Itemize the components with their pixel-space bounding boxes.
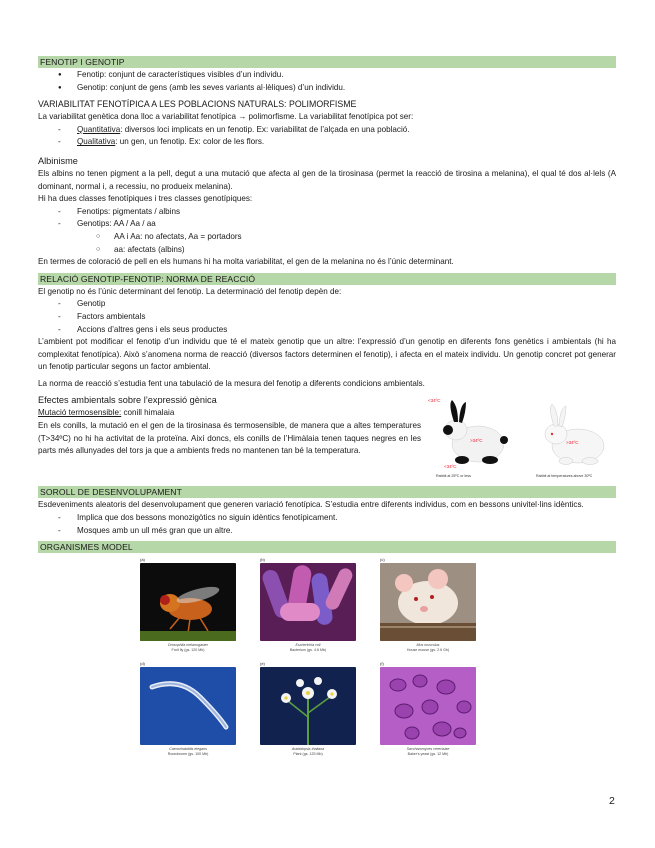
species-name: Caenorhabditis elegans xyxy=(169,747,207,752)
mutacio-rest: conill himalaia xyxy=(121,408,175,418)
yeast-image xyxy=(380,667,476,745)
document-page xyxy=(38,52,616,765)
organism-cell-plant xyxy=(260,661,356,756)
variabilitat-list xyxy=(38,124,616,149)
model-organisms-grid xyxy=(38,557,616,765)
figure-caption-right: Rabbit at temperatures above 30ºC xyxy=(536,474,593,479)
efectes-text: En els conills, la mutació en el gen de la tirosinasa és termosensible, de manera que a altes temperatures (T>34ºC) no hi ha activitat de la proteïna. Així doncs, els conills de l’Himàlaia tenen taques negres en les parts més allunyades del tors ja que a ambients freds no mantenen tan bé la temperatura. xyxy=(38,421,421,456)
figure-caption-left: Rabbit at 25ºC or less xyxy=(436,474,471,479)
term-quantitativa: Quantitativa xyxy=(77,124,121,134)
variabilitat-title: VARIABILITAT FENOTÍPICA A LES POBLACIONS NATURALS: POLIMORFISME xyxy=(38,99,357,110)
organism-cell-mouse xyxy=(380,557,476,652)
relacio-text: L’ambient pot modificar el fenotip d’un individu que té el mateix genotip que un altre: l’expressió d’un genotip en diferents fons genètics i ambientals (hi ha complexitat fenotípica). Això s’anomena norma de reacció (diversos factors determinen el fenotip), i afecta en el mateix individu. Un genotip concret pot generar un fenotip particular segons un factor ambiental. xyxy=(38,337,616,372)
organism-caption xyxy=(380,747,476,756)
panel-letter: (a) xyxy=(140,557,145,563)
himalayan-rabbit-figure xyxy=(426,394,616,482)
panel-letter: (c) xyxy=(380,557,385,563)
albinisme-classes: Hi ha dues classes fenotípiques i tres classes genotípiques: xyxy=(38,194,253,204)
efectes-block xyxy=(38,394,616,482)
list-item xyxy=(38,136,616,149)
organism-caption xyxy=(140,643,236,652)
page-number: 2 xyxy=(609,795,615,807)
list-item: ○ aa: afectats (albins) xyxy=(38,244,616,257)
organism-cell-yeast xyxy=(380,661,476,756)
list-item xyxy=(38,124,616,137)
term-description: : un gen, un fenotip. Ex: color de les flors. xyxy=(115,137,265,147)
list-item: - Genotip xyxy=(38,298,616,311)
mutacio-line xyxy=(38,407,421,420)
soroll-text: Esdeveniments aleatoris del desenvolupament que generen variació fenotípica. S’estudia entre diferents individus, com en bessons univitel·lins idèntics. xyxy=(38,500,584,510)
plant-image xyxy=(260,667,356,745)
relacio-list xyxy=(38,298,616,336)
organism-caption xyxy=(260,747,356,756)
section-header-soroll: SOROLL DE DESENVOLUPAMENT xyxy=(38,486,616,498)
albinisme-list xyxy=(38,206,616,231)
mouse-image xyxy=(380,563,476,641)
relacio-intro: El genotip no és l’únic determinant del fenotip. La determinació del fenotip depèn de: xyxy=(38,286,342,296)
temp-label: <34ºC xyxy=(428,398,441,404)
section-header-relacio: RELACIÓ GENOTIP-FENOTIP: NORMA DE REACCIÓ xyxy=(38,273,616,285)
panel-letter: (e) xyxy=(260,661,265,667)
temp-label: >34ºC xyxy=(470,438,483,444)
mutacio-term: Mutació termosensible: xyxy=(38,408,122,418)
albinisme-conclusion: En termes de coloració de pell en els humans hi ha molta variabilitat, el gen de la melanina no és l’únic determinant. xyxy=(38,257,454,267)
fenotip-list xyxy=(38,69,616,94)
efectes-title: Efectes ambientals sobre l’expressió gènica xyxy=(38,395,217,406)
panel-letter: (f) xyxy=(380,661,384,667)
temp-label: >34ºC xyxy=(566,440,579,446)
albinisme-sublist xyxy=(38,231,616,256)
species-info: Plant (gs. 125 Mb) xyxy=(293,751,323,756)
panel-letter: (d) xyxy=(140,661,145,667)
species-info: Baker's yeast (gs. 12 Mb) xyxy=(407,751,449,756)
fruit-fly-image xyxy=(140,563,236,641)
roundworm-image xyxy=(140,667,236,745)
variabilitat-intro: La variabilitat genètica dona lloc a variabilitat fenotípica → polimorfisme. La variabilitat fenotípica pot ser: xyxy=(38,112,414,122)
soroll-list xyxy=(38,512,616,537)
organism-caption xyxy=(260,643,356,652)
organism-caption xyxy=(380,643,476,652)
list-item: - Fenotips: pigmentats / albins xyxy=(38,206,616,219)
list-item: - Accions d’altres gens i els seus productes xyxy=(38,324,616,337)
list-item: - Factors ambientals xyxy=(38,311,616,324)
species-info: House mouse (gs. 2.6 Gb) xyxy=(406,647,450,652)
species-name: Drosophila melanogaster xyxy=(168,643,208,648)
list-item: ○ AA i Aa: no afectats, Aa = portadors xyxy=(38,231,616,244)
ecoli-image xyxy=(260,563,356,641)
organism-caption xyxy=(140,747,236,756)
panel-letter: (b) xyxy=(260,557,265,563)
term-qualitativa: Qualitativa xyxy=(77,137,116,147)
list-item: - Genotips: AA / Aa / aa xyxy=(38,218,616,231)
organism-cell-roundworm xyxy=(140,661,236,756)
species-name: Escherichia coli xyxy=(295,643,321,648)
temp-label: <34ºC xyxy=(444,464,457,470)
species-name: Arabidopsis thaliana xyxy=(291,747,325,752)
species-info: Fruit fly (gs. 120 Mb) xyxy=(171,647,205,652)
list-item: ● Fenotip: conjunt de característiques visibles d’un individu. xyxy=(38,69,616,82)
albinisme-text: Els albins no tenen pigment a la pell, degut a una mutació que afecta al gen de la tirosinasa (permet la reacció de tirosina a melanina), el qual té dos al·lels (A dominant, normal i, a recessiu, no produeix melanina). xyxy=(38,168,616,191)
list-item: ● Genotip: conjunt de gens (amb les seves variants al·lèliques) d’un individu. xyxy=(38,82,616,95)
list-item: - Mosques amb un ull més gran que un altre. xyxy=(38,525,616,538)
section-header-organismes: ORGANISMES MODEL xyxy=(38,541,616,553)
organism-cell-ecoli xyxy=(260,557,356,652)
species-name: Saccharomyces cerevisiae xyxy=(406,747,450,752)
section-header-fenotip-genotip: FENOTIP I GENOTIP xyxy=(38,56,616,68)
species-info: Roundworm (gs. 100 Mb) xyxy=(167,751,209,756)
term-description: : diversos loci implicats en un fenotip. Ex: variabilitat de l’alçada en una població. xyxy=(120,124,410,134)
albinisme-title: Albinisme xyxy=(38,155,78,166)
species-info: Bacterium (gs. 4.6 Mb) xyxy=(289,647,327,652)
organism-cell-fruit-fly xyxy=(140,557,236,652)
relacio-norma: La norma de reacció s’estudia fent una tabulació de la mesura del fenotip a diferents condicions ambientals. xyxy=(38,378,425,388)
list-item: - Implica que dos bessons monozigòtics no siguin idèntics fenotípicament. xyxy=(38,512,616,525)
species-name: Mus musculus xyxy=(416,643,440,648)
